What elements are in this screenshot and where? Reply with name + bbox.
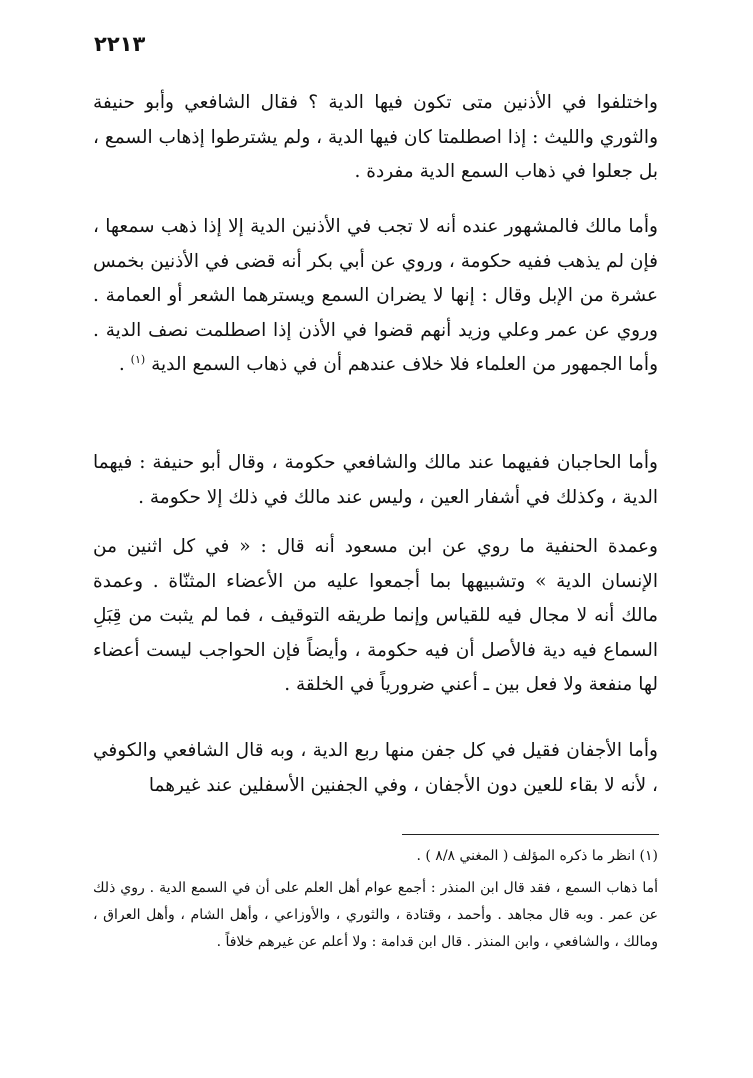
footnote-reference <box>93 843 658 870</box>
paragraph-malik-ears <box>93 210 658 383</box>
footnote-separator <box>402 834 659 835</box>
paragraph-ears: واختلفوا في الأذنين متى تكون فيها الدية ؟ فقال الشافعي وأبو حنيفة والثوري والليث : إذا اصطلمتا كان فيها الدية ، ولم يشترطوا إذهاب السمع ، بل جعلوا في ذهاب السمع الدية مفردة . <box>93 92 658 182</box>
paragraph-eyelids: وأما الأجفان فقيل في كل جفن منها ربع الدية ، وبه قال الشافعي والكوفي ، لأنه لا بقاء للعين دون الأجفان ، وفي الجفنين الأسفلين عند غيرهما <box>93 740 658 796</box>
paragraph-end-period: . <box>118 354 125 375</box>
paragraph-malik-ears-text: وأما مالك فالمشهور عنده أنه لا تجب في الأذنين الدية إلا إذا ذهب سمعها ، فإن لم يذهب ففيه حكومة ، وروي عن أبي بكر أنه قضى في الأذنين بخمس عشرة من الإبل وقال : إنها لا يضران السمع ويسترهما الشعر أو العمامة . وروي عن عمر وعلي وزيد أنهم قضوا في الأذن إذا اصطلمت نصف الدية . وأما الجمهور من العلماء فلا خلاف عندهم أن في ذهاب السمع الدية <box>93 216 658 375</box>
page-number: ٢٢١٣ <box>94 32 146 56</box>
footnote-marker: (١) <box>130 352 146 366</box>
footnote-body-text: أما ذهاب السمع ، فقد قال ابن المنذر : أجمع عوام أهل العلم على أن في السمع الدية . روي ذلك عن عمر . وبه قال مجاهد . وأحمد ، وقتادة ، والثوري ، والأوزاعي ، وأهل الشام ، وأهل العراق ، ومالك ، والشافعي ، وابن المنذر . قال ابن قدامة : ولا أعلم عن غيرهم خلافاً . <box>93 880 658 950</box>
footnote-body <box>93 875 658 956</box>
paragraph-eyebrows: وأما الحاجبان ففيهما عند مالك والشافعي حكومة ، وقال أبو حنيفة : فيهما الدية ، وكذلك في أشفار العين ، وليس عند مالك في ذلك إلا حكومة . <box>93 452 658 508</box>
paragraph-hanafi-basis: وعمدة الحنفية ما روي عن ابن مسعود أنه قال : « في كل اثنين من الإنسان الدية » وتشبيهها بما أجمعوا عليه من الأعضاء المثنّاة . وعمدة مالك أنه لا مجال فيه للقياس وإنما طريقه التوقيف ، فما لم يثبت من قِبَلِ السماع فيه دية فالأصل أن فيه حكومة ، وأيضاً فإن الحواجب ليست أعضاء لها منفعة ولا فعل بين ـ أعني ضرورياً في الخلقة . <box>93 536 658 695</box>
footnote-reference-text: (١) انظر ما ذكره المؤلف ( المغني ٨/٨ ) . <box>416 848 658 864</box>
